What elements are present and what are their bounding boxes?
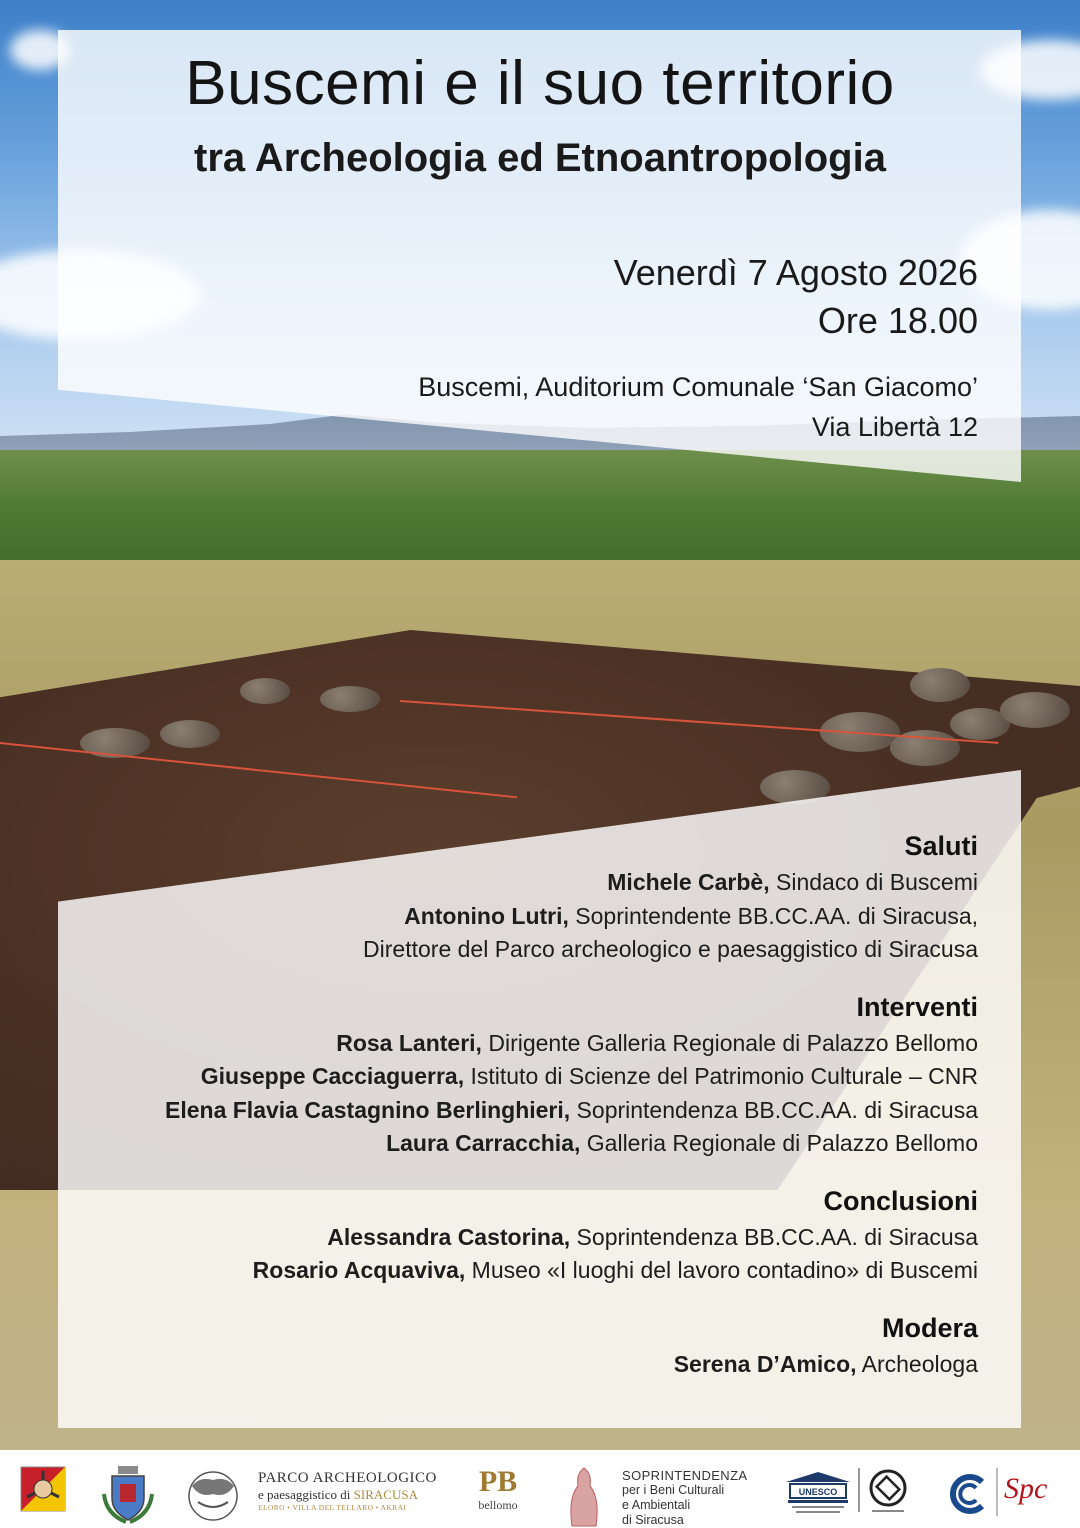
cnr-logo-icon: [946, 1472, 990, 1516]
speaker-name: Laura Carracchia,: [386, 1130, 581, 1156]
speaker-role: Istituto di Scienze del Patrimonio Culturale – CNR: [464, 1063, 978, 1089]
speaker-entry: [48, 933, 978, 967]
section-interventi: [48, 987, 978, 1161]
speaker-name: Serena D’Amico,: [673, 1350, 857, 1377]
soprintendenza-statue-icon: [556, 1464, 612, 1528]
event-venue: Buscemi, Auditorium Comunale ‘San Giacomo’: [418, 372, 978, 402]
logo-divider: [858, 1468, 860, 1512]
section-heading: Interventi: [856, 991, 978, 1022]
speaker-entry: [48, 1348, 978, 1382]
sponsor-logos-bar: [0, 1450, 1080, 1528]
speaker-role: Archeologa: [856, 1350, 978, 1377]
section-conclusioni: [48, 1181, 978, 1288]
event-subtitle: tra Archeologia ed Etnoantropologia: [194, 136, 886, 180]
event-time: Ore 18.00: [817, 300, 978, 341]
speaker-entry: [48, 1221, 978, 1255]
speaker-name: Alessandra Castorina,: [327, 1223, 571, 1250]
unesco-mark: UNESCO: [798, 1487, 838, 1497]
stone: [320, 686, 380, 712]
speaker-entry: [48, 1127, 978, 1161]
section-modera: [48, 1308, 978, 1382]
world-heritage-emblem-icon: [866, 1468, 910, 1518]
stone: [1000, 692, 1070, 728]
bellomo-text: bellomo: [478, 1498, 518, 1512]
speaker-name: Michele Carbè,: [607, 869, 770, 895]
bellomo-logo: [468, 1466, 528, 1513]
speaker-role: Dirigente Galleria Regionale di Palazzo Bellomo: [481, 1029, 978, 1056]
speaker-entry: [48, 900, 978, 934]
stone: [160, 720, 220, 748]
speaker-role: Soprintendenza BB.CC.AA. di Siracusa: [570, 1223, 978, 1250]
speaker-entry: [48, 1094, 978, 1128]
buscemi-crest-icon: [100, 1464, 156, 1524]
soprintendenza-logo: [622, 1468, 772, 1528]
soprintendenza-line2: per i Beni Culturali: [622, 1483, 725, 1497]
unesco-logo-icon: [778, 1468, 858, 1522]
speaker-entry: [48, 866, 978, 900]
speaker-entry: [48, 1027, 978, 1061]
speaker-name: Rosa Lanteri,: [336, 1029, 482, 1056]
event-date: Venerdì 7 Agosto 2026: [613, 252, 978, 293]
soprintendenza-line1: SOPRINTENDENZA: [622, 1468, 748, 1483]
parco-line1: PARCO ARCHEOLOGICO: [258, 1470, 437, 1486]
event-title: Buscemi e il suo territorio: [185, 49, 895, 118]
parco-archeologico-emblem-icon: [180, 1468, 246, 1524]
speaker-entry: [48, 1254, 978, 1288]
speaker-role: Museo «I luoghi del lavoro contadino» di Buscemi: [465, 1257, 978, 1283]
speaker-name: Antonino Lutri,: [404, 902, 569, 929]
program: [48, 826, 978, 1381]
event-address: Via Libertà 12: [811, 412, 978, 442]
parco-line2-accent: SIRACUSA: [353, 1487, 418, 1502]
speaker-name: Elena Flavia Castagnino Berlinghieri,: [165, 1096, 571, 1123]
sicily-region-logo-icon: [20, 1466, 66, 1512]
section-heading: Saluti: [904, 831, 978, 861]
section-heading: Modera: [881, 1312, 978, 1343]
speaker-name: Giuseppe Cacciaguerra,: [200, 1063, 465, 1089]
stone: [240, 678, 290, 704]
spc-logo: Spc: [1004, 1472, 1048, 1505]
bellomo-mark: PB: [478, 1465, 518, 1498]
parco-archeologico-logo: [258, 1470, 458, 1512]
section-saluti: [48, 826, 978, 967]
speaker-role: Galleria Regionale di Palazzo Bellomo: [580, 1130, 978, 1156]
speaker-role: Soprintendenza BB.CC.AA. di Siracusa: [570, 1096, 978, 1123]
logo-divider: [996, 1468, 998, 1516]
parco-line3: ELORO • VILLA DEL TELLARO • AKRAI: [258, 1503, 407, 1512]
speaker-role: Soprintendente BB.CC.AA. di Siracusa,: [568, 902, 978, 929]
parco-line2: e paesaggistico di: [258, 1487, 351, 1502]
soprintendenza-line4: di Siracusa: [622, 1513, 684, 1527]
section-heading: Conclusioni: [823, 1185, 978, 1216]
stone: [910, 668, 970, 702]
speaker-name: Rosario Acquaviva,: [252, 1257, 466, 1283]
speaker-role: Sindaco di Buscemi: [769, 869, 978, 895]
speaker-entry: [48, 1060, 978, 1094]
soprintendenza-line3: e Ambientali: [622, 1498, 691, 1512]
speaker-role: Direttore del Parco archeologico e paesaggistico di Siracusa: [363, 936, 978, 962]
